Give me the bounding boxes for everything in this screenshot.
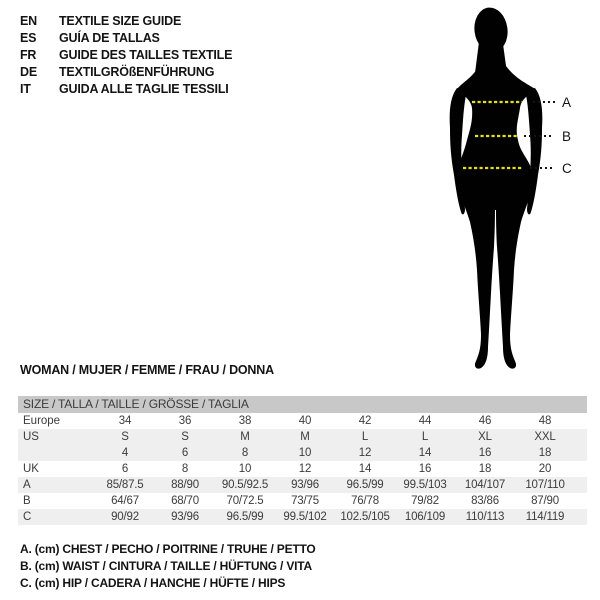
- language-row: [20, 64, 232, 81]
- size-value: L: [361, 431, 369, 443]
- language-label: GUÍA DE TALLAS: [59, 31, 160, 45]
- size-table: [18, 396, 587, 525]
- size-value: 99.5/103: [403, 479, 447, 491]
- language-label: TEXTILE SIZE GUIDE: [59, 14, 182, 28]
- size-value: 106/109: [404, 511, 446, 523]
- size-value: 34: [118, 415, 132, 427]
- table-row-label: Europe: [23, 415, 61, 427]
- table-row-label: UK: [23, 463, 39, 475]
- size-value: 107/110: [525, 479, 565, 491]
- table-row-label: B: [23, 495, 31, 507]
- table-row: [18, 413, 587, 429]
- table-row-label: [18, 445, 95, 461]
- language-label: TEXTILGRÖßENFÜHRUNG: [59, 65, 215, 79]
- size-value: 44: [418, 415, 432, 427]
- language-label: GUIDA ALLE TAGLIE TESSILI: [59, 82, 229, 96]
- size-value: 8: [241, 447, 249, 459]
- language-code: IT: [20, 82, 31, 96]
- size-value: S: [181, 431, 189, 443]
- size-value: 16: [418, 463, 432, 475]
- size-value: 14: [418, 447, 432, 459]
- size-value: 68/70: [171, 495, 199, 507]
- size-value: 14: [358, 463, 372, 475]
- size-value: 85/87.5: [106, 479, 144, 491]
- size-value: 6: [121, 463, 129, 475]
- marker-c-label: C: [562, 161, 572, 176]
- table-row-label: A: [23, 479, 31, 491]
- size-value: L: [421, 431, 429, 443]
- size-value: 16: [478, 447, 492, 459]
- size-value: 20: [538, 463, 552, 475]
- size-value: 104/107: [464, 479, 506, 491]
- size-value: 12: [358, 447, 372, 459]
- marker-b-label: B: [562, 129, 572, 144]
- size-value: 10: [298, 447, 312, 459]
- size-value: 10: [238, 463, 252, 475]
- size-value: 42: [358, 415, 372, 427]
- size-value: XL: [478, 431, 492, 443]
- language-code: DE: [20, 65, 37, 79]
- size-value: 8: [181, 463, 189, 475]
- size-table-header: SIZE / TALLA / TAILLE / GRÖSSE / TAGLIA: [18, 396, 587, 413]
- marker-a-label: A: [562, 95, 572, 110]
- size-value: 87/90: [531, 495, 559, 507]
- language-code: FR: [20, 48, 37, 62]
- size-value: 48: [538, 415, 552, 427]
- size-value: 18: [478, 463, 492, 475]
- size-value: 99.5/102: [283, 511, 327, 523]
- size-value: 96.5/99: [226, 511, 264, 523]
- table-row: [18, 509, 587, 525]
- language-code: ES: [20, 31, 37, 45]
- size-value: 6: [181, 447, 189, 459]
- table-row-label: US: [23, 431, 39, 443]
- size-value: 46: [478, 415, 492, 427]
- size-value: 12: [298, 463, 312, 475]
- legend-line: A. (cm) CHEST / PECHO / POITRINE / TRUHE / PETTO: [20, 542, 316, 556]
- size-value: 83/86: [471, 495, 499, 507]
- size-table-body: [18, 413, 587, 525]
- size-value: 18: [538, 447, 552, 459]
- language-row: [20, 47, 232, 64]
- legend-line: B. (cm) WAIST / CINTURA / TAILLE / HÜFTUNG / VITA: [20, 559, 312, 573]
- language-row: [20, 13, 232, 30]
- size-value: 88/90: [171, 479, 199, 491]
- size-value: 4: [121, 447, 129, 459]
- size-value: 64/67: [111, 495, 139, 507]
- size-value: 73/75: [291, 495, 319, 507]
- measure-legend: [20, 541, 316, 592]
- size-value: 90/92: [111, 511, 139, 523]
- legend-line: C. (cm) HIP / CADERA / HANCHE / HÜFTE / HIPS: [20, 576, 286, 590]
- size-value: M: [240, 431, 250, 443]
- size-value: 36: [178, 415, 192, 427]
- size-value: 76/78: [351, 495, 379, 507]
- size-value: 79/82: [411, 495, 439, 507]
- size-value: 114/119: [525, 511, 565, 523]
- language-row: [20, 30, 232, 47]
- section-title: WOMAN / MUJER / FEMME / FRAU / DONNA: [20, 363, 274, 377]
- size-value: 96.5/99: [346, 479, 384, 491]
- size-value: 110/113: [465, 511, 505, 523]
- woman-silhouette-figure: [420, 0, 600, 380]
- table-row: [18, 445, 587, 461]
- size-value: 93/96: [171, 511, 199, 523]
- table-row: [18, 429, 587, 445]
- size-value: 102.5/105: [340, 511, 390, 523]
- table-row-label: C: [23, 511, 32, 523]
- size-value: 38: [238, 415, 252, 427]
- woman-silhouette-icon: [450, 6, 543, 369]
- table-row: [18, 461, 587, 477]
- size-value: S: [121, 431, 129, 443]
- language-list: [20, 13, 232, 98]
- size-value: XXL: [534, 431, 556, 443]
- size-value: M: [300, 431, 310, 443]
- table-row: [18, 477, 587, 493]
- table-row: [18, 493, 587, 509]
- language-code: EN: [20, 14, 37, 28]
- size-value: 93/96: [291, 479, 319, 491]
- size-value: 40: [298, 415, 312, 427]
- size-value: 70/72.5: [226, 495, 264, 507]
- size-value: 90.5/92.5: [221, 479, 269, 491]
- language-row: [20, 81, 232, 98]
- language-label: GUIDE DES TAILLES TEXTILE: [59, 48, 233, 62]
